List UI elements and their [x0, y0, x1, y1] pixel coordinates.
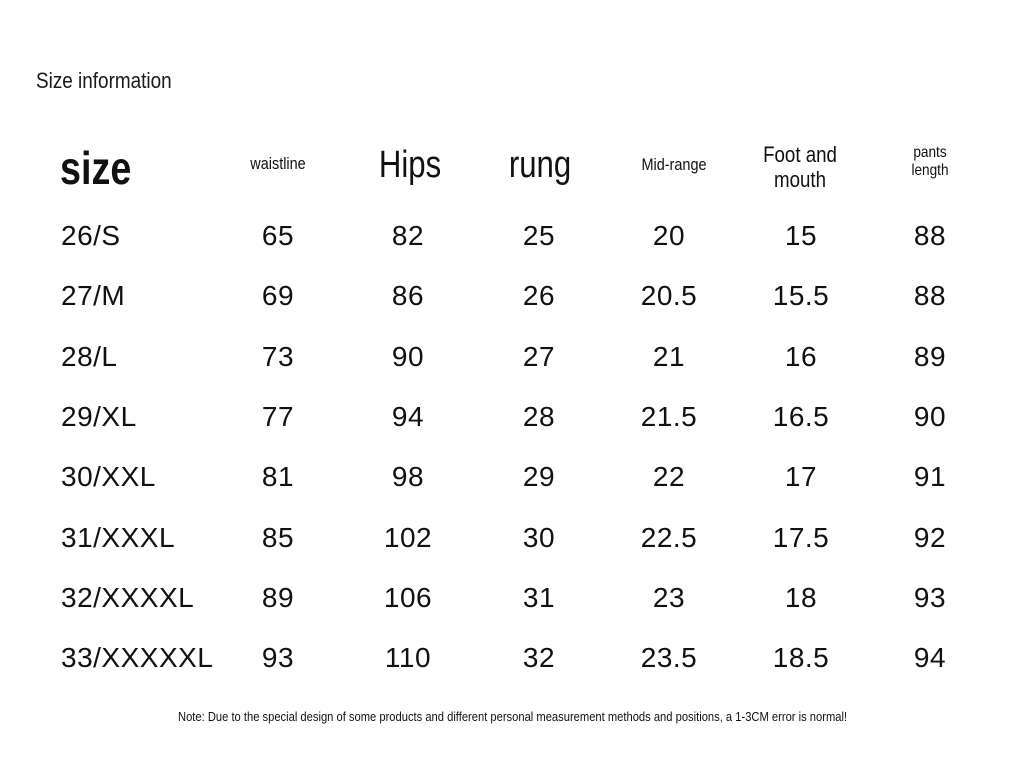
cell-waistline: 93 — [261, 642, 295, 674]
cell-rung: 29 — [522, 461, 556, 493]
cell-mid-range: 21 — [652, 340, 686, 372]
cell-size: 28/L — [61, 340, 118, 372]
cell-pants-length: 90 — [913, 400, 947, 432]
cell-hips: 86 — [391, 280, 425, 312]
cell-mid-range: 23 — [652, 581, 686, 613]
cell-foot-mouth: 17 — [784, 461, 818, 493]
cell-size: 32/XXXXL — [61, 581, 195, 613]
cell-mid-range: 23.5 — [640, 642, 698, 674]
header-waistline: waistline — [250, 154, 306, 173]
header-pants-length — [888, 144, 973, 181]
cell-hips: 110 — [384, 642, 432, 674]
cell-hips: 98 — [391, 461, 425, 493]
header-size: size — [60, 142, 132, 194]
table-row — [0, 522, 1024, 562]
cell-size: 33/XXXXXL — [61, 642, 214, 674]
cell-foot-mouth: 15.5 — [772, 280, 830, 312]
note-text: Note: Due to the special design of some products and different personal measurement methods and positions, a 1-3CM error is normal! — [178, 709, 848, 724]
cell-size: 26/S — [61, 220, 121, 251]
cell-pants-length: 91 — [913, 461, 947, 493]
cell-hips: 90 — [391, 340, 425, 372]
cell-size: 30/XXL — [61, 461, 156, 493]
cell-pants-length: 88 — [913, 220, 947, 251]
header-pants-length-line1: pants — [913, 144, 947, 161]
cell-hips: 106 — [383, 581, 433, 613]
cell-waistline: 69 — [261, 280, 295, 312]
header-mid-range: Mid-range — [641, 155, 707, 174]
header-foot-mouth-line1: Foot and — [763, 142, 837, 167]
cell-size: 27/M — [61, 280, 126, 312]
cell-size: 29/XL — [61, 400, 137, 432]
cell-waistline: 77 — [261, 400, 295, 432]
cell-foot-mouth: 17.5 — [772, 521, 830, 553]
cell-rung: 32 — [522, 642, 556, 674]
header-foot-mouth-line2: mouth — [774, 167, 826, 193]
cell-hips: 102 — [383, 521, 433, 553]
table-row — [0, 642, 1024, 682]
cell-rung: 27 — [522, 340, 556, 372]
cell-mid-range: 22.5 — [640, 521, 698, 553]
table-row — [0, 461, 1024, 501]
header-hips: Hips — [378, 144, 442, 186]
cell-pants-length: 88 — [913, 280, 947, 312]
cell-waistline: 85 — [261, 521, 295, 553]
cell-rung: 30 — [522, 521, 556, 553]
cell-mid-range: 21.5 — [640, 400, 698, 432]
cell-rung: 26 — [522, 280, 556, 312]
table-row — [0, 341, 1024, 381]
cell-foot-mouth: 18 — [784, 581, 818, 613]
cell-waistline: 81 — [261, 461, 295, 493]
cell-waistline: 73 — [261, 340, 295, 372]
cell-rung: 25 — [522, 220, 556, 251]
table-row — [0, 280, 1024, 320]
header-rung: rung — [508, 144, 572, 186]
cell-foot-mouth: 16 — [784, 340, 818, 372]
cell-hips: 82 — [391, 220, 425, 251]
cell-mid-range: 20 — [652, 220, 686, 251]
cell-rung: 31 — [522, 581, 556, 613]
table-row — [0, 401, 1024, 441]
header-pants-length-line2: length — [911, 162, 949, 180]
table-row — [0, 582, 1024, 622]
cell-waistline: 89 — [261, 581, 295, 613]
cell-pants-length: 89 — [913, 340, 947, 372]
cell-pants-length: 94 — [913, 642, 947, 674]
cell-foot-mouth: 16.5 — [772, 400, 830, 432]
cell-mid-range: 20.5 — [640, 280, 698, 312]
page-title: Size information — [36, 68, 172, 93]
cell-rung: 28 — [522, 400, 556, 432]
cell-mid-range: 22 — [652, 461, 686, 493]
header-foot-mouth — [749, 142, 851, 193]
cell-pants-length: 92 — [913, 521, 947, 553]
cell-pants-length: 93 — [913, 581, 947, 613]
cell-size: 31/XXXL — [61, 521, 176, 553]
cell-waistline: 65 — [261, 220, 295, 251]
cell-foot-mouth: 15 — [784, 220, 818, 251]
cell-hips: 94 — [391, 400, 425, 432]
table-row — [0, 220, 1024, 260]
cell-foot-mouth: 18.5 — [772, 642, 830, 674]
